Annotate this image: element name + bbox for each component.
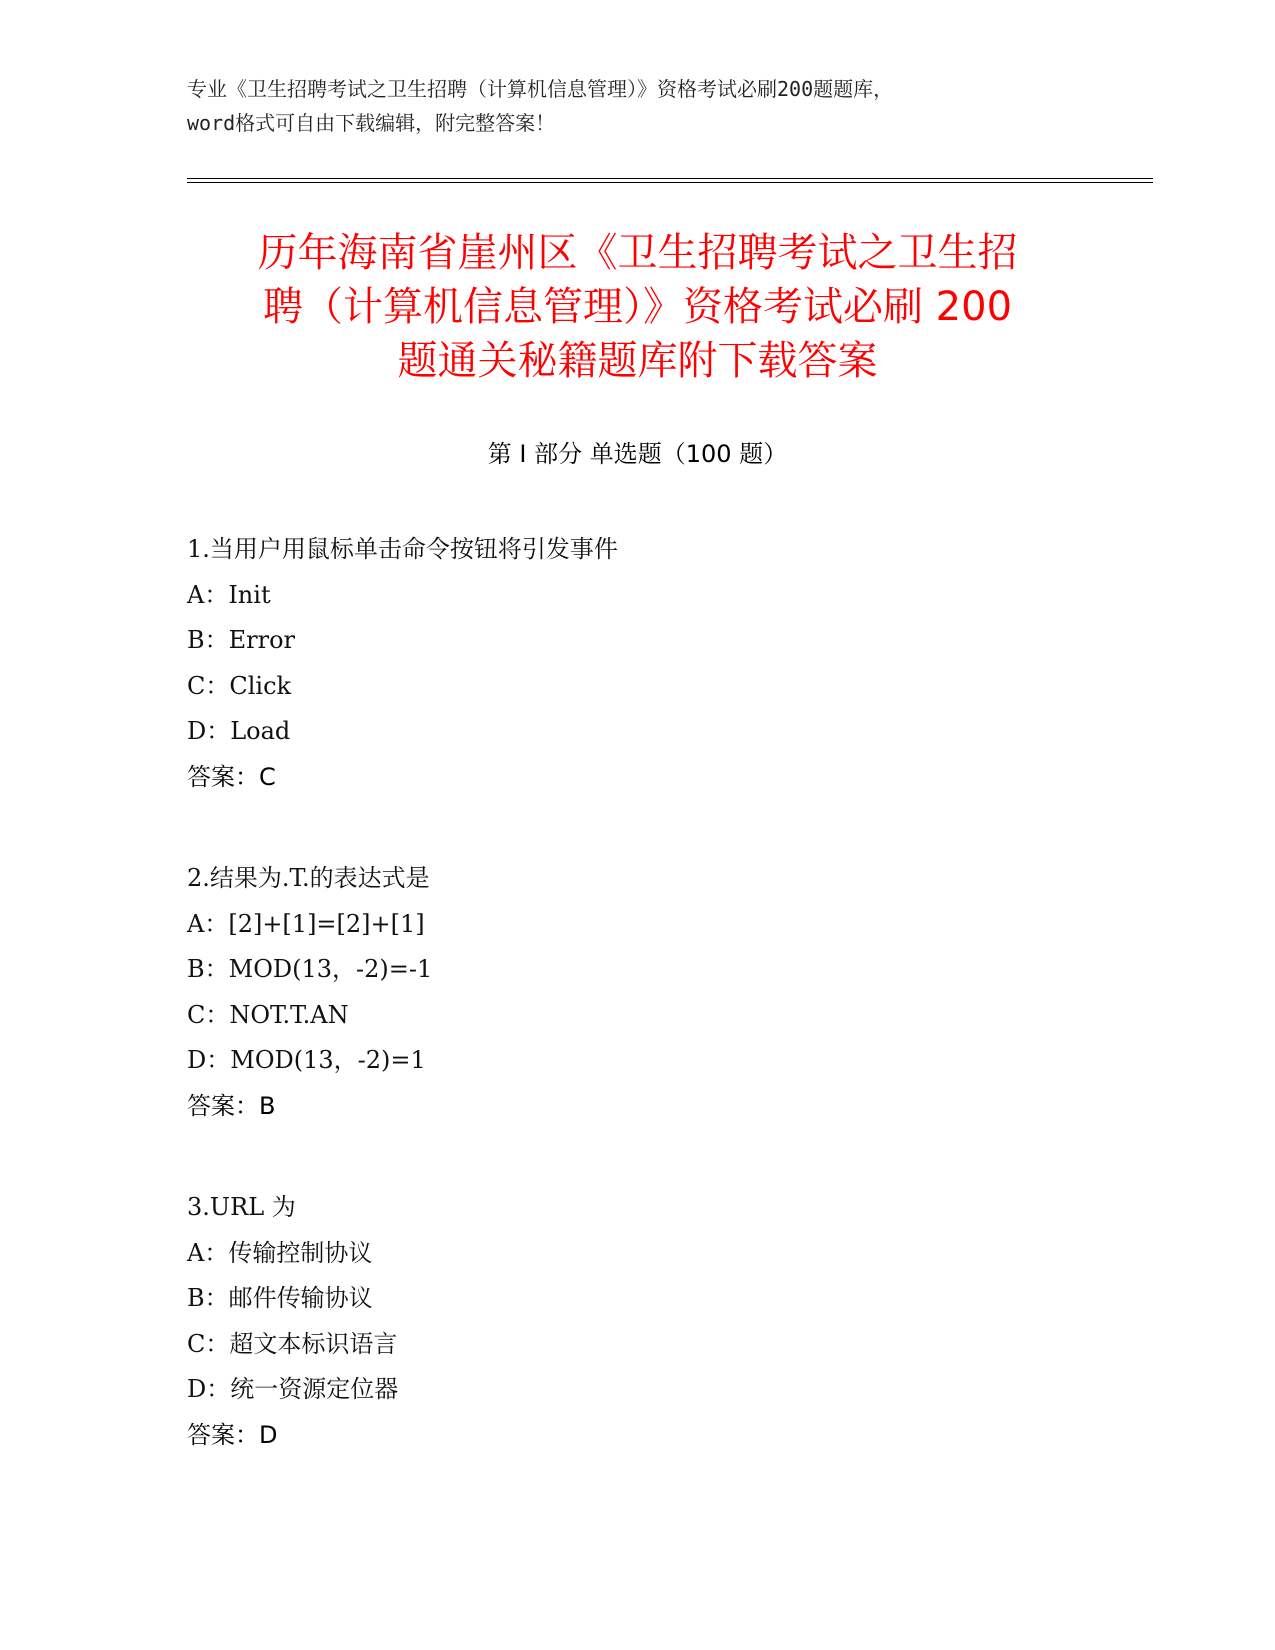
question-3 — [187, 1185, 1137, 1458]
document-title-line-3: 题通关秘籍题库附下载答案 — [397, 338, 878, 384]
answer-key: 答案：D — [187, 1420, 278, 1449]
header-divider-bottom — [187, 182, 1153, 183]
header-note-line-2: word格式可自由下载编辑，附完整答案！ — [187, 111, 556, 135]
document-title — [150, 226, 1125, 388]
question-2 — [187, 856, 1137, 1129]
document-title-line-2: 聘（计算机信息管理）》资格考试必刷 200 — [262, 284, 1013, 330]
option-c: C：超文本标识语言 — [187, 1329, 398, 1358]
option-b: B：邮件传输协议 — [187, 1284, 373, 1312]
question-1 — [187, 527, 1137, 800]
option-d: D：统一资源定位器 — [187, 1375, 399, 1403]
question-list — [187, 527, 1137, 1514]
question-stem: 2.结果为.T.的表达式是 — [187, 864, 430, 892]
answer-key: 答案：C — [187, 762, 276, 791]
option-a: A：Init — [187, 580, 271, 609]
question-stem: 1.当用户用鼠标单击命令按钮将引发事件 — [187, 535, 618, 563]
header-divider-top — [187, 178, 1153, 179]
option-a: A：传输控制协议 — [187, 1238, 373, 1267]
option-d: D：MOD(13，-2)=1 — [187, 1046, 426, 1074]
answer-key: 答案：B — [187, 1091, 276, 1120]
option-b: B：Error — [187, 626, 296, 654]
option-a: A：[2]+[1]=[2]+[1] — [187, 909, 425, 938]
section-heading: 第 I 部分 单选题（100 题） — [487, 440, 788, 468]
header-note — [187, 72, 1087, 140]
option-c: C：NOT.T.AN — [187, 1000, 349, 1029]
question-stem: 3.URL 为 — [187, 1193, 296, 1221]
document-title-line-1: 历年海南省崖州区《卫生招聘考试之卫生招 — [257, 230, 1018, 276]
option-b: B：MOD(13，-2)=-1 — [187, 955, 433, 983]
option-c: C：Click — [187, 671, 292, 700]
option-d: D：Load — [187, 717, 291, 745]
header-note-line-1: 专业《卫生招聘考试之卫生招聘（计算机信息管理）》资格考试必刷200题题库， — [187, 77, 894, 101]
